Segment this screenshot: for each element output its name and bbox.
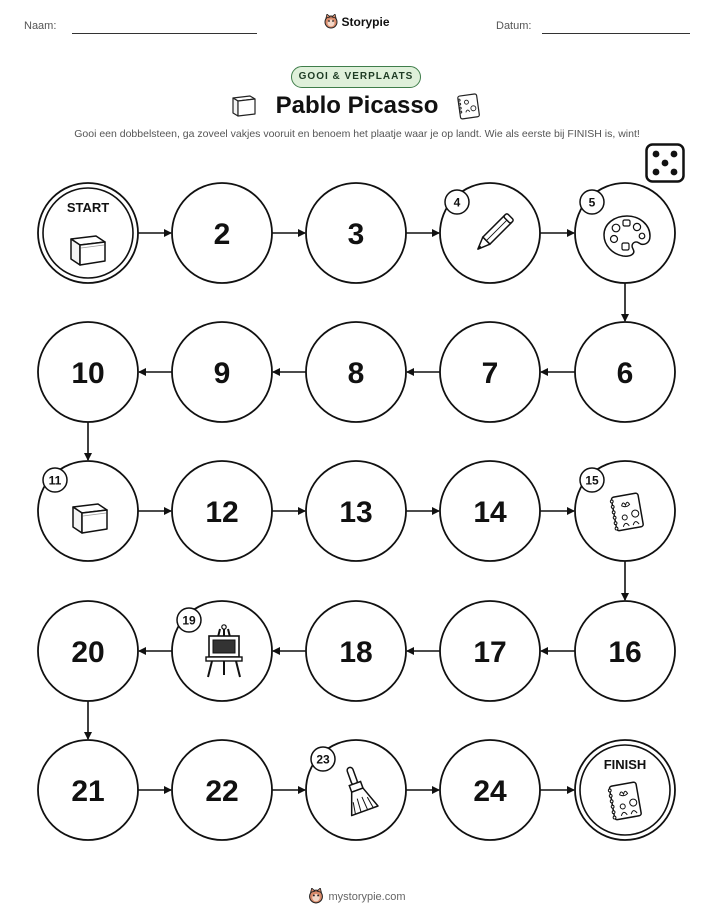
- tile-number: 24: [473, 775, 507, 808]
- board-tile-4: [440, 183, 540, 283]
- brand-name: Storypie: [341, 15, 390, 29]
- tile-number-badge: [580, 190, 604, 214]
- tile-number: 8: [347, 357, 365, 390]
- tile-number: 13: [339, 496, 373, 529]
- game-type-badge: GOOI & VERPLAATS: [291, 66, 421, 88]
- book-icon: [73, 504, 107, 533]
- tile-number: 16: [608, 636, 642, 669]
- tile-number-badge: [580, 468, 604, 492]
- tile-number: 19: [182, 613, 196, 628]
- tile-number: 7: [481, 357, 499, 390]
- storypie-logo-icon: [308, 888, 324, 907]
- tile-number: 15: [585, 473, 599, 488]
- tile-number: 2: [213, 218, 231, 251]
- board-tile-2: [172, 183, 272, 283]
- tile-number-badge: [445, 190, 469, 214]
- tile-number: 6: [616, 357, 634, 390]
- board-tile-17: [440, 601, 540, 701]
- board-tile-19: [172, 601, 272, 701]
- board-tile-24: [440, 740, 540, 840]
- tile-circle: [38, 183, 138, 283]
- board-tile-23: [306, 740, 406, 840]
- board-tile-10: [38, 322, 138, 422]
- tile-number: 3: [347, 218, 365, 251]
- footer-url[interactable]: mystorypie.com: [328, 891, 406, 903]
- board-tile-15: [575, 461, 675, 561]
- board-tile-1: [38, 183, 138, 283]
- page-title: Pablo Picasso: [275, 92, 439, 119]
- board-tile-5: [575, 183, 675, 283]
- tile-number: 23: [316, 752, 330, 767]
- tile-number-badge: [311, 747, 335, 771]
- board-tile-18: [306, 601, 406, 701]
- game-instructions: Gooi een dobbelsteen, ga zoveel vakjes vooruit en benoem het plaatje waar je op landt. Wie als eerste bij FINISH is, wint!: [74, 128, 640, 140]
- tile-number: 14: [473, 496, 507, 529]
- board-tile-22: [172, 740, 272, 840]
- board-tile-8: [306, 322, 406, 422]
- board-tile-21: [38, 740, 138, 840]
- board-tile-25: [575, 740, 675, 840]
- date-label: Datum:: [496, 20, 532, 32]
- board-tile-20: [38, 601, 138, 701]
- tile-number-badge: [43, 468, 67, 492]
- tile-number: 5: [588, 195, 596, 210]
- board-tile-14: [440, 461, 540, 561]
- tile-number: 21: [71, 775, 105, 808]
- tile-number: 18: [339, 636, 373, 669]
- book-icon: [71, 236, 105, 265]
- board-tile-11: [38, 461, 138, 561]
- footer: [0, 888, 714, 907]
- tile-number: 9: [213, 357, 231, 390]
- name-label: Naam:: [24, 20, 57, 32]
- board-tile-6: [575, 322, 675, 422]
- board-tile-13: [306, 461, 406, 561]
- board-tile-16: [575, 601, 675, 701]
- tile-number: 17: [473, 636, 507, 669]
- tile-number: 22: [205, 775, 239, 808]
- tile-number: 20: [71, 636, 105, 669]
- tile-number: 12: [205, 496, 239, 529]
- tile-number: 10: [71, 357, 105, 390]
- board-tile-12: [172, 461, 272, 561]
- tile-number: 4: [453, 195, 461, 210]
- tile-number: 11: [48, 473, 62, 488]
- start-label: START: [66, 200, 110, 215]
- board-tile-3: [306, 183, 406, 283]
- board-tile-7: [440, 322, 540, 422]
- tile-number-badge: [177, 608, 201, 632]
- finish-label: FINISH: [603, 757, 647, 772]
- board-tile-9: [172, 322, 272, 422]
